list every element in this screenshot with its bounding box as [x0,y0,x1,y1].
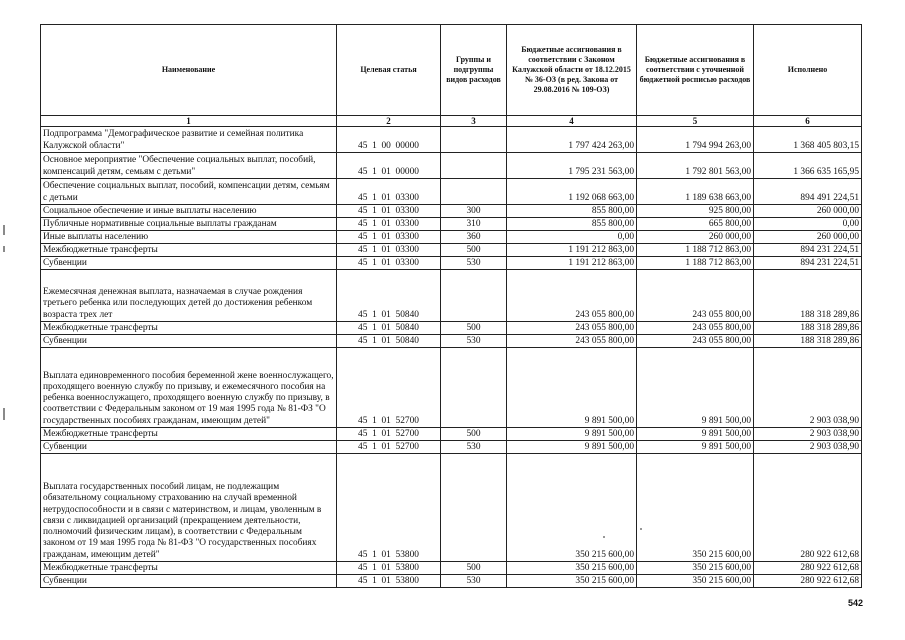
row-refined-amount: 1 794 994 263,00 [637,127,754,153]
row-expense-group [441,127,507,153]
budget-table [40,24,862,588]
row-refined-amount: 243 055 800,00 [637,335,754,348]
row-target-code: 45 1 01 50840 [337,270,441,322]
row-refined-amount: 9 891 500,00 [637,348,754,428]
row-law-amount: 1 795 231 563,00 [507,153,637,179]
row-refined-amount: 9 891 500,00 [637,428,754,441]
table-row [41,257,862,270]
row-expense-group: 360 [441,231,507,244]
row-executed-amount: 280 922 612,68 [754,454,862,562]
row-refined-amount: 350 215 600,00 [637,575,754,588]
row-expense-group: 530 [441,441,507,454]
row-name: Публичные нормативные социальные выплаты гражданам [41,218,337,231]
row-executed-amount: 260 000,00 [754,205,862,218]
row-target-code: 45 1 01 03300 [337,218,441,231]
scan-speck [640,528,642,530]
row-expense-group: 500 [441,428,507,441]
row-law-amount: 1 191 212 863,00 [507,244,637,257]
row-target-code: 45 1 01 03300 [337,244,441,257]
row-name: Субвенции [41,575,337,588]
table-row [41,270,862,322]
row-name: Обеспечение социальных выплат, пособий, компенсации детям, семьям с детьми [41,179,337,205]
row-law-amount: 350 215 600,00 [507,454,637,562]
row-law-amount: 9 891 500,00 [507,348,637,428]
header-groups: Группы и подгруппы видов расходов [441,25,507,116]
row-refined-amount: 1 792 801 563,00 [637,153,754,179]
row-expense-group: 500 [441,244,507,257]
scan-edge-mark [3,246,5,252]
column-number: 5 [637,116,754,127]
row-name: Выплата государственных пособий лицам, не подлежащим обязательному социальному страхованию на случай временной нетрудоспособности и в связи с материнством, и лицам, уволенным в связи с ликвидацией организаций (прекращением деятельности, полномочий физическим лицам), в соответствии с Федеральным законом от 19 мая 1995 года № 81-ФЗ "О государственных пособиях гражданам, имеющим детей" [41,454,337,562]
row-target-code: 45 1 01 53800 [337,562,441,575]
row-expense-group [441,153,507,179]
table-row [41,335,862,348]
row-executed-amount: 1 366 635 165,95 [754,153,862,179]
header-code: Целевая статья [337,25,441,116]
table-row [41,179,862,205]
column-number: 2 [337,116,441,127]
row-expense-group [441,454,507,562]
row-refined-amount: 925 800,00 [637,205,754,218]
row-law-amount: 1 191 212 863,00 [507,257,637,270]
row-law-amount: 350 215 600,00 [507,575,637,588]
row-law-amount: 243 055 800,00 [507,322,637,335]
row-expense-group [441,348,507,428]
row-refined-amount: 350 215 600,00 [637,562,754,575]
row-executed-amount: 894 491 224,51 [754,179,862,205]
row-executed-amount: 2 903 038,90 [754,441,862,454]
row-executed-amount: 280 922 612,68 [754,575,862,588]
row-refined-amount: 9 891 500,00 [637,441,754,454]
header-law: Бюджетные ассигнования в соответствии с Законом Калужской области от 18.12.2015 № 36-ОЗ (в ред. Закона от 29.08.2016 № 109-ОЗ) [507,25,637,116]
row-target-code: 45 1 01 50840 [337,335,441,348]
table-row [41,244,862,257]
row-refined-amount: 1 188 712 863,00 [637,244,754,257]
row-name: Межбюджетные трансферты [41,562,337,575]
row-refined-amount: 1 189 638 663,00 [637,179,754,205]
row-law-amount: 9 891 500,00 [507,441,637,454]
page-number: 542 [847,598,863,608]
table-row [41,205,862,218]
header-refined: Бюджетные ассигнования в соответствии с уточненной бюджетной росписью расходов [637,25,754,116]
row-executed-amount: 894 231 224,51 [754,244,862,257]
row-law-amount: 243 055 800,00 [507,270,637,322]
row-name: Субвенции [41,441,337,454]
row-executed-amount: 0,00 [754,218,862,231]
row-target-code: 45 1 01 50840 [337,322,441,335]
row-refined-amount: 243 055 800,00 [637,270,754,322]
table-row [41,348,862,428]
column-number-row [41,116,862,127]
row-expense-group: 500 [441,322,507,335]
row-executed-amount: 188 318 289,86 [754,270,862,322]
row-law-amount: 243 055 800,00 [507,335,637,348]
table-row [41,218,862,231]
table-row [41,575,862,588]
row-name: Социальное обеспечение и иные выплаты населению [41,205,337,218]
table-row [41,231,862,244]
row-name: Межбюджетные трансферты [41,244,337,257]
row-law-amount: 855 800,00 [507,218,637,231]
row-target-code: 45 1 01 52700 [337,348,441,428]
row-name: Субвенции [41,257,337,270]
header-executed: Исполнено [754,25,862,116]
table-body [41,127,862,588]
column-number: 6 [754,116,862,127]
table-row [41,127,862,153]
row-target-code: 45 1 01 03300 [337,205,441,218]
row-executed-amount: 188 318 289,86 [754,335,862,348]
header-row [41,25,862,116]
row-refined-amount: 350 215 600,00 [637,454,754,562]
row-name: Иные выплаты населению [41,231,337,244]
row-target-code: 45 1 01 03300 [337,179,441,205]
row-executed-amount: 2 903 038,90 [754,428,862,441]
row-executed-amount: 894 231 224,51 [754,257,862,270]
row-refined-amount: 665 800,00 [637,218,754,231]
row-executed-amount: 280 922 612,68 [754,562,862,575]
row-target-code: 45 1 01 52700 [337,441,441,454]
column-number: 1 [41,116,337,127]
table-row [41,454,862,562]
row-law-amount: 855 800,00 [507,205,637,218]
row-law-amount: 1 192 068 663,00 [507,179,637,205]
row-refined-amount: 1 188 712 863,00 [637,257,754,270]
row-executed-amount: 1 368 405 803,15 [754,127,862,153]
row-expense-group [441,179,507,205]
row-expense-group: 530 [441,335,507,348]
row-name: Ежемесячная денежная выплата, назначаемая в случае рождения третьего ребенка или последующих детей до достижения ребенком возраста трех лет [41,270,337,322]
column-number: 4 [507,116,637,127]
row-target-code: 45 1 01 52700 [337,428,441,441]
row-expense-group: 530 [441,575,507,588]
row-refined-amount: 243 055 800,00 [637,322,754,335]
row-name: Субвенции [41,335,337,348]
table-row [41,428,862,441]
row-target-code: 45 1 01 03300 [337,231,441,244]
row-executed-amount: 260 000,00 [754,231,862,244]
row-executed-amount: 188 318 289,86 [754,322,862,335]
scan-edge-mark [3,225,5,235]
table-row [41,322,862,335]
row-law-amount: 0,00 [507,231,637,244]
row-expense-group: 310 [441,218,507,231]
row-expense-group [441,270,507,322]
table-row [41,562,862,575]
table-row [41,153,862,179]
row-expense-group: 300 [441,205,507,218]
row-target-code: 45 1 01 53800 [337,575,441,588]
scan-edge-mark [3,408,5,420]
row-name: Подпрограмма "Демографическое развитие и семейная политика Калужской области" [41,127,337,153]
column-number: 3 [441,116,507,127]
row-law-amount: 350 215 600,00 [507,562,637,575]
row-name: Межбюджетные трансферты [41,322,337,335]
row-name: Межбюджетные трансферты [41,428,337,441]
row-law-amount: 9 891 500,00 [507,428,637,441]
header-name: Наименование [41,25,337,116]
table-row [41,441,862,454]
row-target-code: 45 1 01 00000 [337,153,441,179]
row-target-code: 45 1 01 53800 [337,454,441,562]
row-expense-group: 500 [441,562,507,575]
row-expense-group: 530 [441,257,507,270]
row-target-code: 45 1 00 00000 [337,127,441,153]
row-law-amount: 1 797 424 263,00 [507,127,637,153]
row-executed-amount: 2 903 038,90 [754,348,862,428]
row-name: Выплата единовременного пособия беременной жене военнослужащего, проходящего военную службу по призыву, и ежемесячного пособия на ребенка военнослужащего, проходящего военную службу по призыву, в соответствии с Федеральным законом от 19 мая 1995 года № 81-ФЗ "О государственных пособиях гражданам, имеющим детей" [41,348,337,428]
row-target-code: 45 1 01 03300 [337,257,441,270]
scan-speck [603,536,605,538]
row-refined-amount: 260 000,00 [637,231,754,244]
row-name: Основное мероприятие "Обеспечение социальных выплат, пособий, компенсаций детям, семьям с детьми" [41,153,337,179]
